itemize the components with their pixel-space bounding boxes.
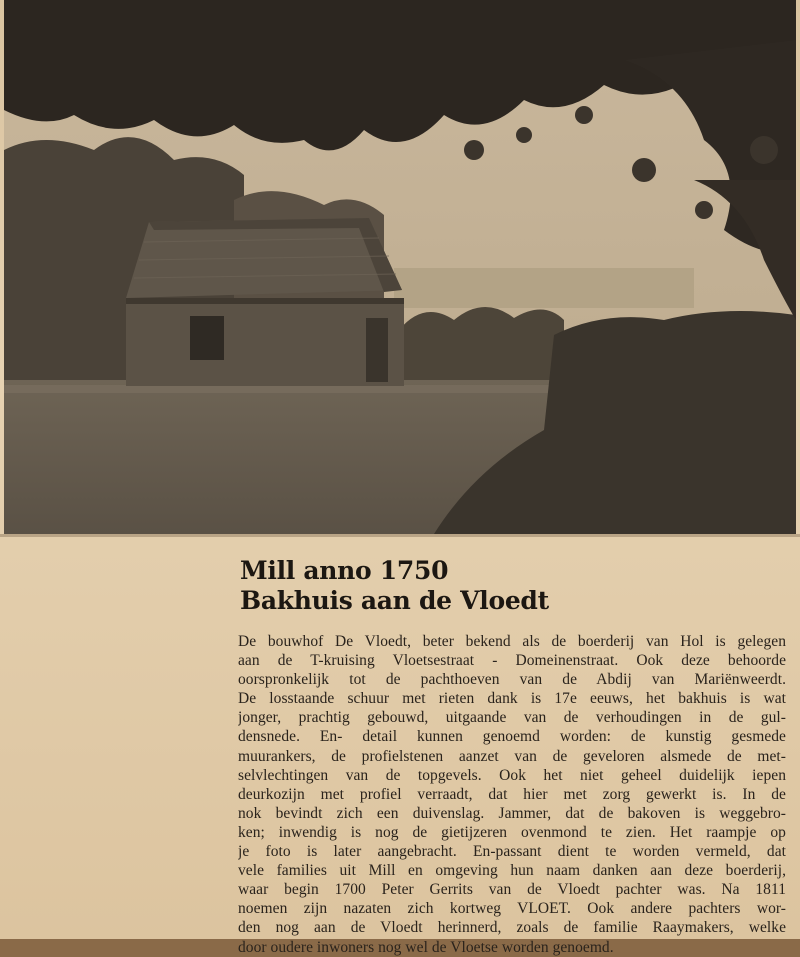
- body-line: De losstaande schuur met rieten dank is 17e eeuws, het bakhuis is wat: [238, 690, 786, 708]
- body-line: waar begin 1700 Peter Gerrits van de Vloedt pachter was. Na 1811: [238, 881, 786, 899]
- photo-illustration: [4, 0, 796, 534]
- headline-line-2: Bakhuis aan de Vloedt: [240, 586, 549, 615]
- body-line: door oudere inwoners nog wel de Vloetse worden genoemd.: [238, 938, 614, 956]
- body-line: jonger, prachtig gebouwd, uitgaande van de verhoudingen in de gul-: [238, 709, 786, 727]
- body-line: deurkozijn met profiel verraadt, dat hier met zorg gewerkt is. In de: [238, 785, 786, 803]
- headline-line-1: Mill anno 1750: [240, 556, 449, 585]
- article: [0, 534, 800, 956]
- body-line: je foto is later aangebracht. En-passant dient te worden vermeld, dat: [238, 843, 786, 861]
- article-body: [238, 632, 786, 957]
- body-line: ken; inwendig is nog de gietijzeren ovenmond te zien. Het raampje op: [238, 823, 786, 841]
- body-line: muurankers, de profielstenen aanzet van de geveloren alsmede de met-: [238, 747, 786, 765]
- body-line: vele families uit Mill en omgeving hun naam danken aan deze boerderij,: [238, 862, 786, 880]
- bakehouse-photo: [4, 0, 796, 534]
- body-line: oorspronkelijk tot de pachthoeven van de Abdij van Mariënweerdt.: [238, 671, 786, 689]
- body-line: nok bevindt zich een duivenslag. Jammer, dat de bakoven is weggebro-: [238, 804, 786, 822]
- body-line: noemen zijn nazaten zich kortweg VLOET. Ook andere pachters wor-: [238, 900, 786, 918]
- headline: [240, 556, 549, 616]
- body-line: densnede. En- detail kunnen genoemd worden: de kunstig gesmede: [238, 728, 786, 746]
- body-line: De bouwhof De Vloedt, beter bekend als de boerderij van Hol is gelegen: [238, 633, 786, 650]
- body-line: selvlechtingen van de topgevels. Ook het niet geheel duidelijk iepen: [238, 766, 786, 784]
- body-line: den nog aan de Vloedt herinnerd, zoals de familie Raaymakers, welke: [238, 919, 786, 937]
- body-line: aan de T-kruising Vloetsestraat - Domeinenstraat. Ook deze behoorde: [238, 652, 786, 670]
